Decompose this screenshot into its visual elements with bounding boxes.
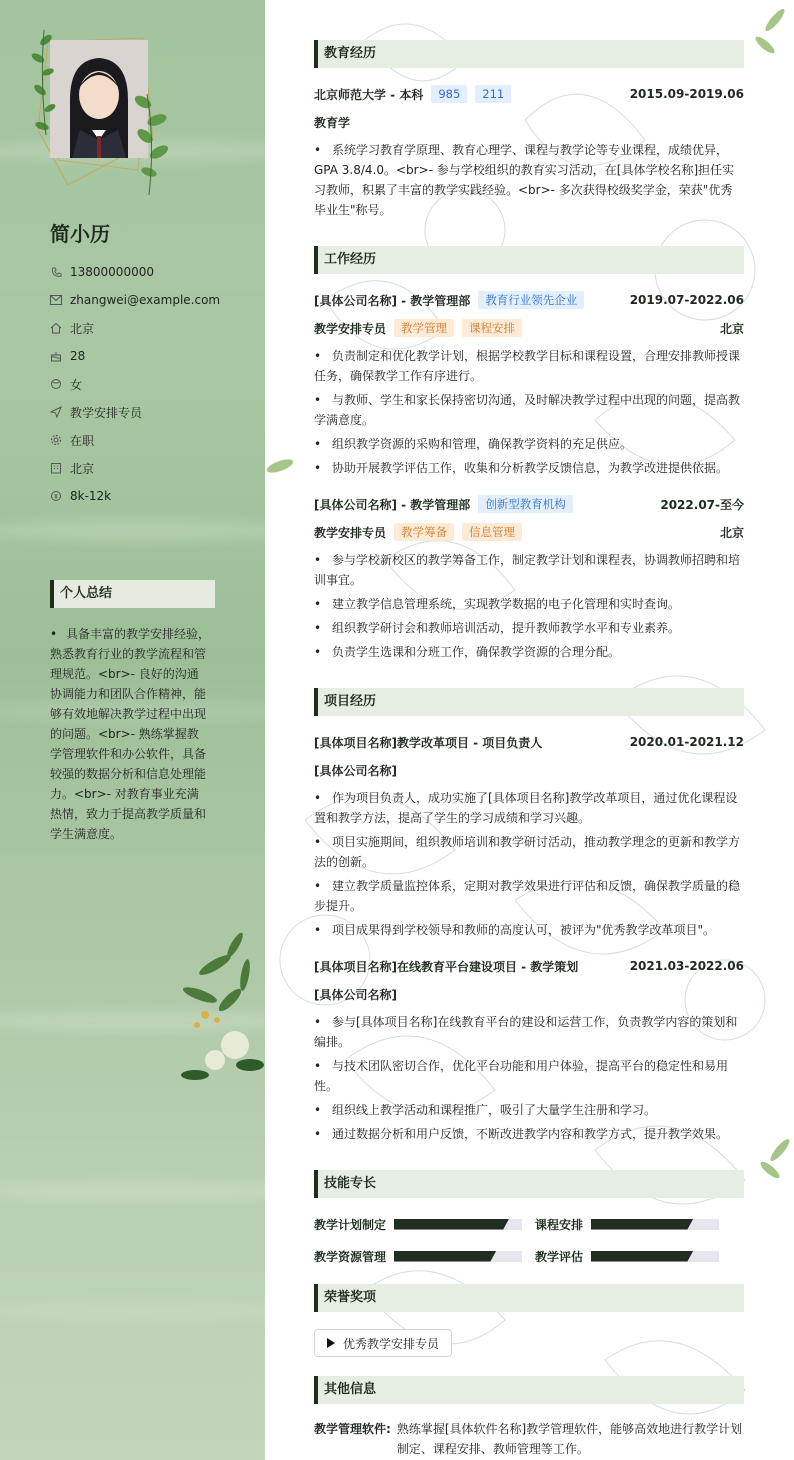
project-company-row bbox=[314, 760, 744, 780]
cake-icon bbox=[50, 350, 62, 362]
skill-bar bbox=[394, 1251, 522, 1262]
project-period: 2021.03-2022.06 bbox=[629, 959, 744, 973]
project-name: [具体项目名称]教学改革项目 - 项目负责人 bbox=[314, 735, 543, 750]
job-company: [具体公司名称] - 教学管理部 bbox=[314, 293, 471, 308]
project-period: 2020.01-2021.12 bbox=[629, 735, 744, 749]
skill-bar-fill bbox=[591, 1251, 693, 1262]
list-item-text: 组织教学研讨会和教师培训活动，提升教师教学水平和专业素养。 bbox=[332, 621, 681, 635]
job-tag: 教学管理 bbox=[394, 319, 454, 337]
status-text: 在职 bbox=[70, 433, 95, 448]
list-item-text: 组织教学资源的采购和管理，确保教学资料的充足供应。 bbox=[332, 437, 633, 451]
job-company: [具体公司名称] - 教学管理部 bbox=[314, 497, 471, 512]
list-item: • 协助开展教学评估工作，收集和分析教学反馈信息，为教学改进提供依据。 bbox=[314, 461, 729, 475]
skill-bar bbox=[394, 1219, 522, 1230]
phone-text: 13800000000 bbox=[70, 265, 154, 279]
sidebar bbox=[0, 0, 265, 1460]
main-content bbox=[265, 0, 794, 1460]
education-desc-text: 系统学习教育学原理、教育心理学、课程与教学论等专业课程，成绩优异，GPA 3.8/4.0。<br>- 参与学校组织的教育实习活动，在[具体学校名称]担任实习教师，积累了丰富的教学实践经验。<br>- 多次获得校级奖学金，荣获"优秀毕业生"称号。 bbox=[314, 143, 735, 217]
skill-item bbox=[535, 1246, 719, 1266]
other-title: 其他信息 bbox=[314, 1376, 744, 1404]
list-item-text: 作为项目负责人，成功实施了[具体项目名称]教学改革项目，通过优化课程设置和教学方法，提高了学生的学习成绩和学习兴趣。 bbox=[314, 791, 738, 825]
school-name: 北京师范大学 - 本科 bbox=[314, 87, 424, 102]
building-icon bbox=[50, 462, 62, 474]
gender-icon bbox=[50, 378, 62, 390]
list-item: • 项目成果得到学校领导和教师的高度认可，被评为"优秀教学改革项目"。 bbox=[314, 923, 716, 937]
play-icon bbox=[327, 1338, 335, 1348]
school-tag: 985 bbox=[431, 85, 467, 103]
honor-item[interactable] bbox=[314, 1329, 452, 1357]
job-header bbox=[314, 494, 744, 514]
skills-row bbox=[314, 1214, 744, 1234]
candidate-name: 简小历 bbox=[50, 222, 110, 246]
skill-name: 教学计划制定 bbox=[314, 1217, 387, 1232]
contact-info bbox=[50, 258, 250, 510]
leaf-icon bbox=[123, 90, 183, 200]
list-item: • 负责制定和优化教学计划，根据学校教学目标和课程设置，合理安排教师授课任务，确保教学工作有序进行。 bbox=[314, 349, 741, 383]
job-position-row bbox=[314, 522, 744, 542]
salary-row bbox=[50, 482, 250, 510]
skill-bar bbox=[591, 1251, 719, 1262]
list-item-text: 参与[具体项目名称]在线教育平台的建设和运营工作，负责教学内容的策划和编排。 bbox=[314, 1015, 738, 1049]
other-info bbox=[314, 1419, 744, 1459]
texture-streak bbox=[0, 520, 265, 542]
work-title: 工作经历 bbox=[314, 246, 744, 274]
age-text: 28 bbox=[70, 349, 86, 363]
education-desc: • 系统学习教育学原理、教育心理学、课程与教学论等专业课程，成绩优异，GPA 3.8/4.0。<br>- 参与学校组织的教育实习活动，在[具体学校名称]担任实习教师，积累了丰富的教学实践经验。<br>- 多次获得校级奖学金，荣获"优秀毕业生"称号。 bbox=[314, 143, 735, 217]
list-item: • 参与学校新校区的教学筹备工作，制定教学计划和课程表，协调教师招聘和培训事宜。 bbox=[314, 553, 741, 587]
list-item: • 项目实施期间，组织教师培训和教学研讨活动，推动教学理念的更新和教学方法的创新。 bbox=[314, 835, 741, 869]
mail-icon bbox=[50, 294, 62, 306]
job-target-row bbox=[50, 398, 250, 426]
project-name: [具体项目名称]在线教育平台建设项目 - 教学策划 bbox=[314, 959, 579, 974]
honors-title: 荣誉奖项 bbox=[314, 1284, 744, 1312]
skill-item bbox=[314, 1246, 522, 1266]
list-item: • 建立教学质量监控体系，定期对教学效果进行评估和反馈，确保教学质量的稳步提升。 bbox=[314, 879, 741, 913]
texture-streak bbox=[0, 1300, 265, 1322]
project-company: [具体公司名称] bbox=[314, 763, 397, 778]
projects-title: 项目经历 bbox=[314, 688, 744, 716]
skill-name: 教学评估 bbox=[535, 1249, 584, 1264]
skill-name: 课程安排 bbox=[535, 1217, 584, 1232]
education-header bbox=[314, 84, 744, 104]
project-header bbox=[314, 956, 744, 976]
texture-streak bbox=[0, 1180, 265, 1202]
skill-bar bbox=[591, 1219, 719, 1230]
avatar-frame bbox=[28, 20, 168, 200]
list-item: • 与技术团队密切合作，优化平台功能和用户体验，提高平台的稳定性和易用性。 bbox=[314, 1059, 729, 1093]
skills-row bbox=[314, 1246, 744, 1266]
education-period: 2015.09-2019.06 bbox=[629, 87, 744, 101]
skill-bar-fill bbox=[591, 1219, 693, 1230]
list-item: • 参与[具体项目名称]在线教育平台的建设和运营工作，负责教学内容的策划和编排。 bbox=[314, 1015, 738, 1049]
target-city-text: 北京 bbox=[70, 461, 95, 476]
job-position: 教学安排专员 bbox=[314, 321, 387, 336]
project-company: [具体公司名称] bbox=[314, 987, 397, 1002]
email-text: zhangwei@example.com bbox=[70, 293, 221, 307]
skill-item bbox=[535, 1214, 719, 1234]
job-city: 北京 bbox=[719, 525, 744, 540]
job-position: 教学安排专员 bbox=[314, 525, 387, 540]
skill-item bbox=[314, 1214, 522, 1234]
list-item-text: 项目成果得到学校领导和教师的高度认可，被评为"优秀教学改革项目"。 bbox=[332, 923, 716, 937]
job-city: 北京 bbox=[719, 321, 744, 336]
list-item-text: 项目实施期间，组织教师培训和教学研讨活动，推动教学理念的更新和教学方法的创新。 bbox=[314, 835, 741, 869]
leaf-icon bbox=[28, 20, 88, 140]
other-value: 熟练掌握[具体软件名称]教学管理软件，能够高效地进行教学计划制定、课程安排、教师管理等工作。 bbox=[396, 1422, 743, 1456]
list-item-text: 通过数据分析和用户反馈，不断改进教学内容和教学方式，提升教学效果。 bbox=[332, 1127, 729, 1141]
age-row bbox=[50, 342, 250, 370]
education-title: 教育经历 bbox=[314, 40, 744, 68]
gear-icon bbox=[50, 434, 62, 446]
list-item-text: 与技术团队密切合作，优化平台功能和用户体验，提高平台的稳定性和易用性。 bbox=[314, 1059, 729, 1093]
list-item-text: 参与学校新校区的教学筹备工作，制定教学计划和课程表，协调教师招聘和培训事宜。 bbox=[314, 553, 741, 587]
major-row bbox=[314, 112, 744, 132]
list-item-text: 协助开展教学评估工作，收集和分析教学反馈信息，为教学改进提供依据。 bbox=[332, 461, 729, 475]
location-row bbox=[50, 314, 250, 342]
email-row bbox=[50, 286, 250, 314]
skill-bar-fill bbox=[394, 1219, 509, 1230]
salary-text: 8k-12k bbox=[70, 489, 112, 503]
home-icon bbox=[50, 322, 62, 334]
job-tag: 信息管理 bbox=[462, 523, 522, 541]
list-item-text: 负责学生选课和分班工作，确保教学资源的合理分配。 bbox=[332, 645, 621, 659]
list-item-text: 建立教学质量监控体系，定期对教学效果进行评估和反馈，确保教学质量的稳步提升。 bbox=[314, 879, 741, 913]
send-icon bbox=[50, 406, 62, 418]
skill-name: 教学资源管理 bbox=[314, 1249, 387, 1264]
list-item: • 与教师、学生和家长保持密切沟通，及时解决教学过程中出现的问题，提高教学满意度。 bbox=[314, 393, 741, 427]
list-item-text: 建立教学信息管理系统，实现教学数据的电子化管理和实时查询。 bbox=[332, 597, 681, 611]
list-item-text: 组织线上教学活动和课程推广，吸引了大量学生注册和学习。 bbox=[332, 1103, 657, 1117]
list-item: • 建立教学信息管理系统，实现教学数据的电子化管理和实时查询。 bbox=[314, 597, 681, 611]
phone-row bbox=[50, 258, 250, 286]
job-period: 2022.07-至今 bbox=[660, 497, 744, 512]
summary-body: 具备丰富的教学安排经验，熟悉教育行业的教学流程和管理规范。<br>- 良好的沟通协调能力和团队合作精神，能够有效地解决教学过程中出现的问题。<br>- 熟练掌握教学管理软件和办公软件，具备较强的数据分析和信息处理能力。<br>- 对教育事业充满热情，致力于提高教学质量和学生满意度。 bbox=[50, 627, 211, 841]
company-tag: 教育行业领先企业 bbox=[478, 291, 584, 309]
job-tag: 课程安排 bbox=[462, 319, 522, 337]
list-item: • 组织线上教学活动和课程推广，吸引了大量学生注册和学习。 bbox=[314, 1103, 657, 1117]
list-item: • 组织教学研讨会和教师培训活动，提升教师教学水平和专业素养。 bbox=[314, 621, 681, 635]
other-key: 教学管理软件: bbox=[314, 1422, 391, 1436]
list-item: • 负责学生选课和分班工作，确保教学资源的合理分配。 bbox=[314, 645, 621, 659]
job-tag: 教学筹备 bbox=[394, 523, 454, 541]
job-period: 2019.07-2022.06 bbox=[629, 293, 744, 307]
list-item: • 组织教学资源的采购和管理，确保教学资料的充足供应。 bbox=[314, 437, 633, 451]
coin-icon bbox=[50, 490, 62, 502]
major: 教育学 bbox=[314, 115, 351, 130]
flower-icon bbox=[175, 925, 265, 1090]
list-item-text: 与教师、学生和家长保持密切沟通，及时解决教学过程中出现的问题，提高教学满意度。 bbox=[314, 393, 741, 427]
list-item: • 通过数据分析和用户反馈，不断改进教学内容和教学方式，提升教学效果。 bbox=[314, 1127, 729, 1141]
location-text: 北京 bbox=[70, 321, 95, 336]
project-company-row bbox=[314, 984, 744, 1004]
skills-title: 技能专长 bbox=[314, 1170, 744, 1198]
gender-text: 女 bbox=[70, 377, 83, 392]
phone-icon bbox=[50, 266, 62, 278]
job-header bbox=[314, 290, 744, 310]
gender-row bbox=[50, 370, 250, 398]
job-position-row bbox=[314, 318, 744, 338]
job-target-text: 教学安排专员 bbox=[70, 405, 143, 420]
list-item-text: 负责制定和优化教学计划，根据学校教学目标和课程设置，合理安排教师授课任务，确保教学工作有序进行。 bbox=[314, 349, 741, 383]
honor-text: 优秀教学安排专员 bbox=[343, 1336, 440, 1351]
summary-title: 个人总结 bbox=[50, 580, 215, 608]
project-header bbox=[314, 732, 744, 752]
school-tag: 211 bbox=[475, 85, 511, 103]
list-item: • 作为项目负责人，成功实施了[具体项目名称]教学改革项目，通过优化课程设置和教学方法，提高了学生的学习成绩和学习兴趣。 bbox=[314, 791, 738, 825]
summary-text: • 具备丰富的教学安排经验，熟悉教育行业的教学流程和管理规范。<br>- 良好的沟通协调能力和团队合作精神，能够有效地解决教学过程中出现的问题。<br>- 熟练掌握教学管理软件和办公软件，具备较强的数据分析和信息处理能力。<br>- 对教育事业充满热情，致力于提高教学质量和学生满意度。 bbox=[50, 627, 211, 841]
company-tag: 创新型教育机构 bbox=[478, 495, 573, 513]
target-city-row bbox=[50, 454, 250, 482]
status-row bbox=[50, 426, 250, 454]
skill-bar-fill bbox=[394, 1251, 496, 1262]
